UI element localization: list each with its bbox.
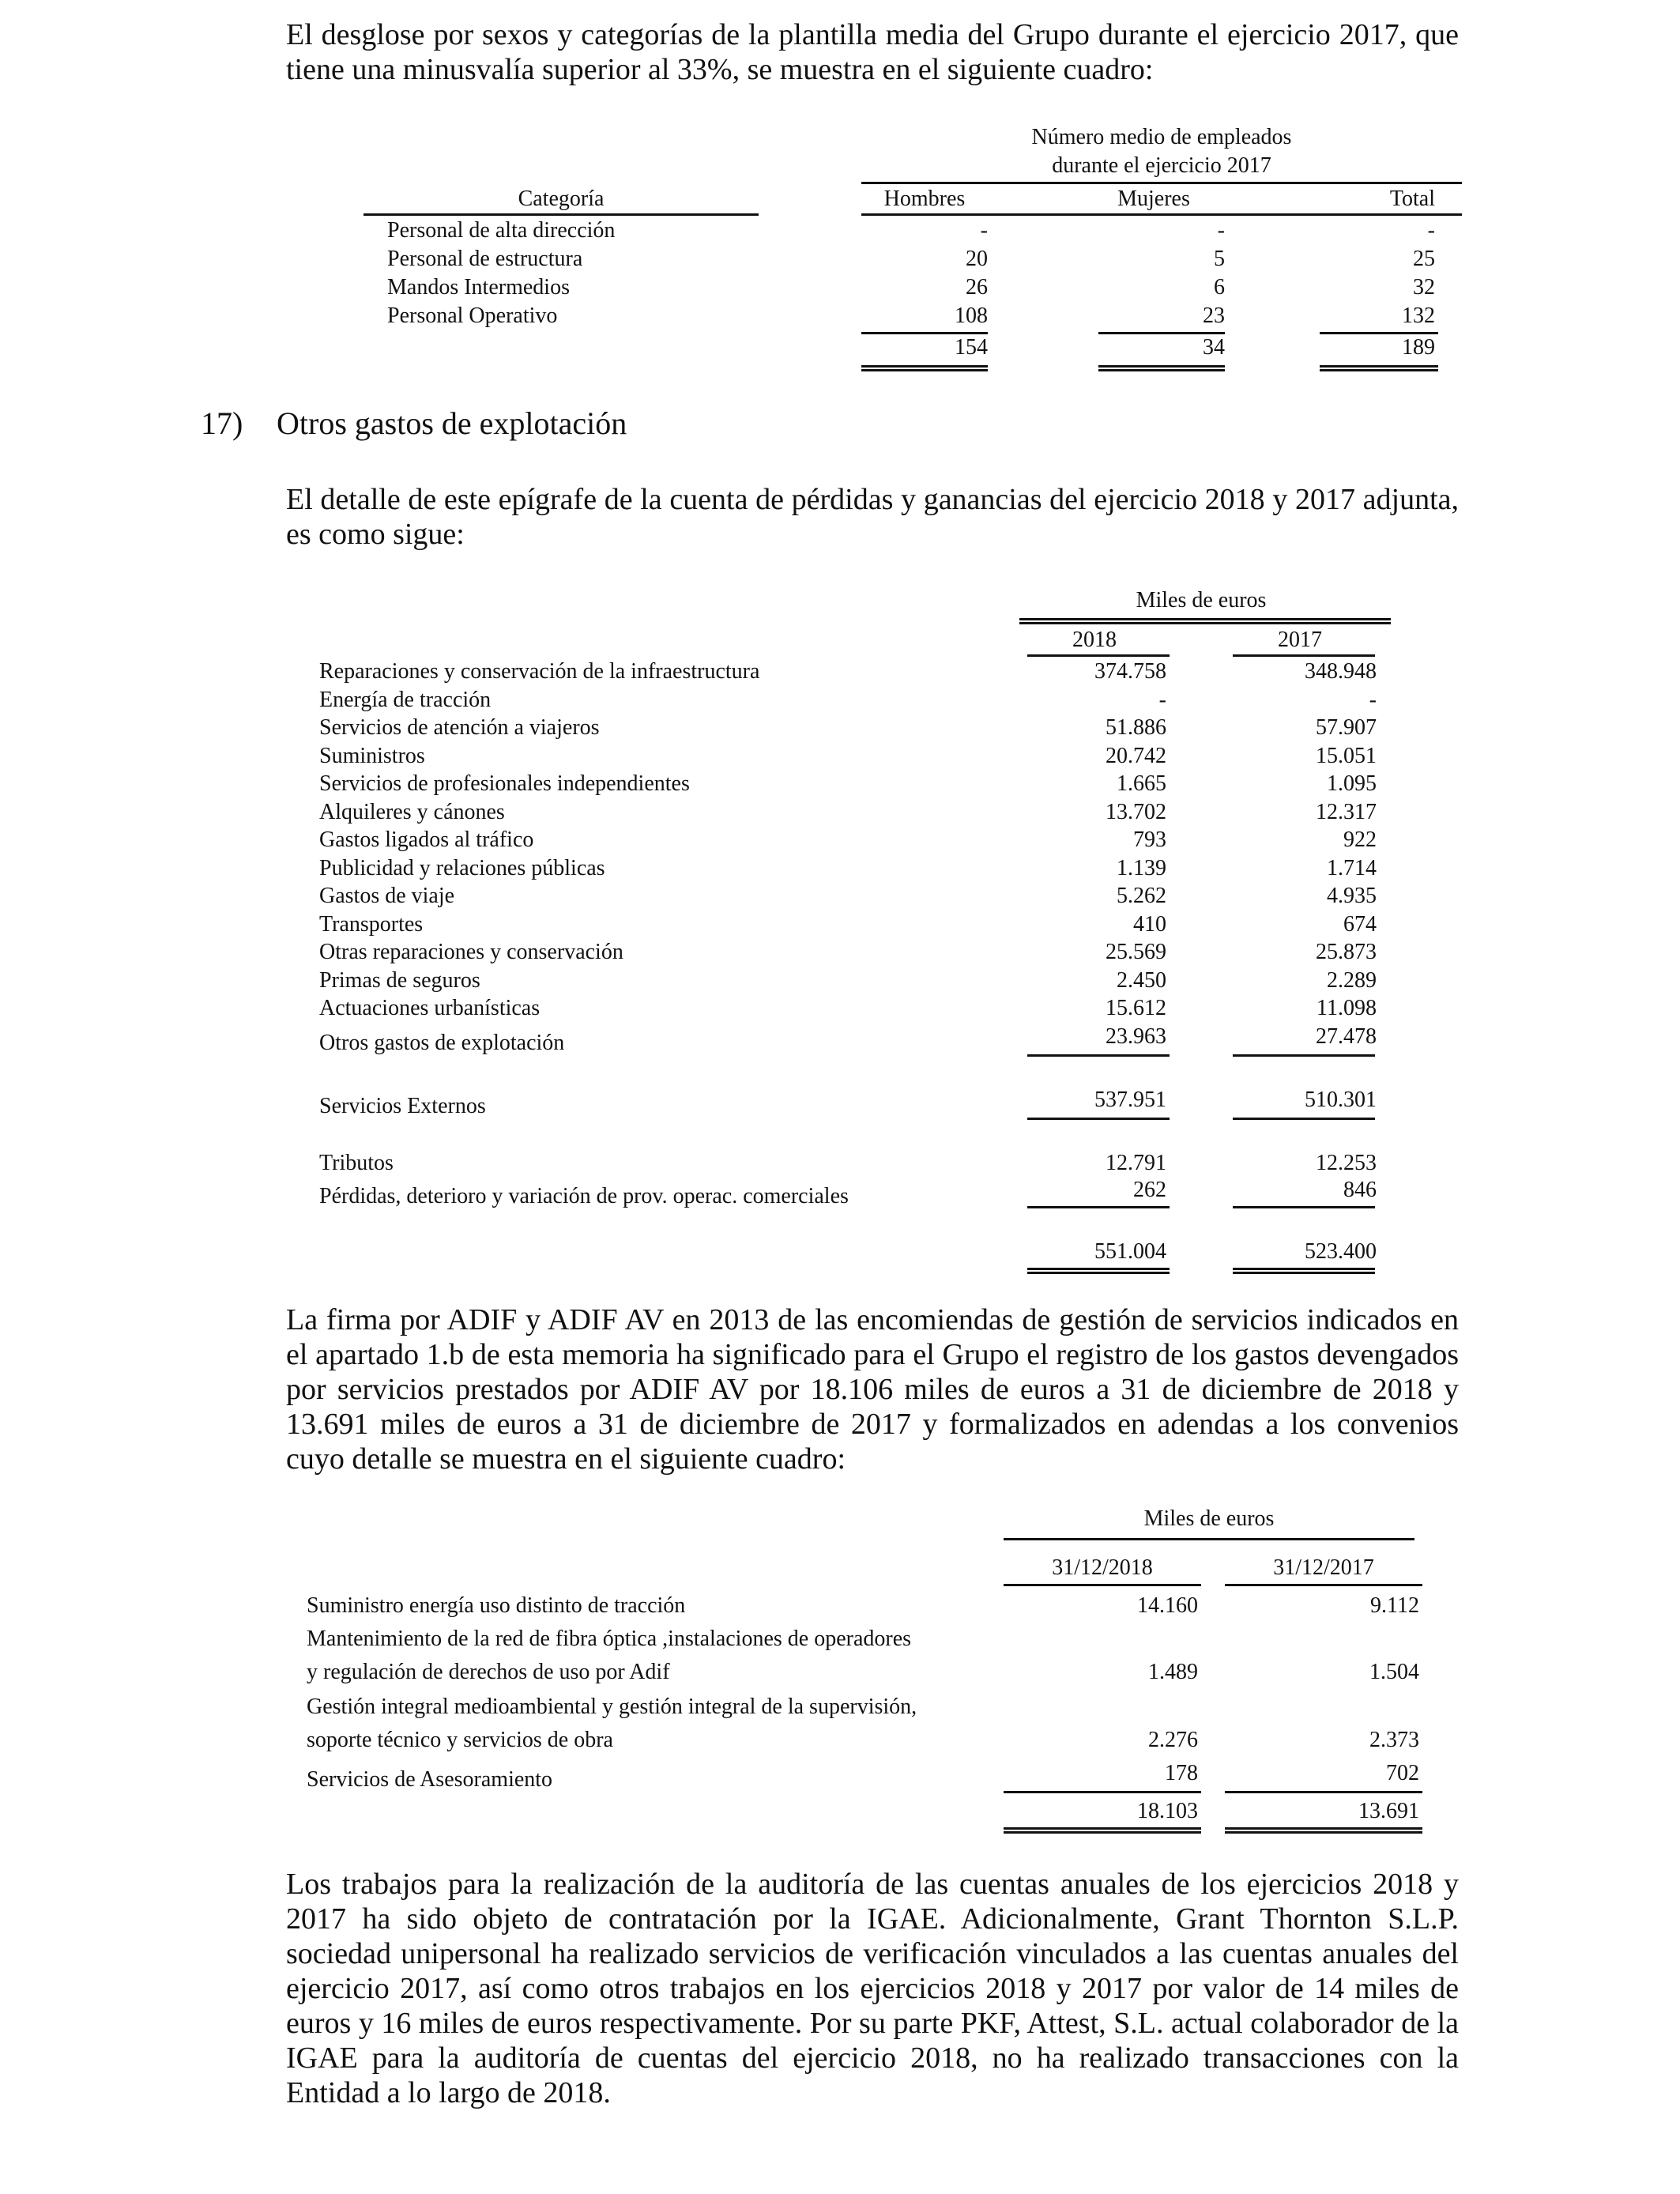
row-2017: 1.714 — [1327, 856, 1377, 880]
total-2017: 13.691 — [1358, 1799, 1419, 1823]
total-mujeres: 34 — [1203, 335, 1225, 360]
table2-year-rule — [1233, 654, 1375, 657]
encomiendas-paragraph: La firma por ADIF y ADIF AV en 2013 de las encomiendas de gestión de servicios indicados en el apartado 1.b de esta memoria ha significado para el Grupo el registro de los gastos devengados por servicios prestados por ADIF AV por 18.106 miles de euros a 31 de diciembre de 2018 y 13.691 miles de euros a 31 de diciembre de 2017 y formalizados en adendas a los convenios cuyo detalle se muestra en el siguiente cuadro: — [286, 1303, 1459, 1476]
row-label: Suministro energía uso distinto de tracción — [307, 1593, 686, 1618]
row-label: Mandos Intermedios — [387, 275, 570, 300]
table1-group-header-rule — [861, 182, 1462, 184]
table2-servicios-rule — [1027, 1118, 1170, 1120]
row-2017: 4.935 — [1327, 884, 1377, 908]
table1-subtotal-rule — [861, 332, 988, 334]
table1-col-categoria: Categoría — [518, 187, 605, 211]
row-2017: - — [1369, 688, 1377, 712]
table3-date-2018: 31/12/2018 — [1052, 1555, 1153, 1580]
row-label: Otras reparaciones y conservación — [319, 940, 623, 964]
row-mujeres: - — [1217, 218, 1225, 243]
table3-subtotal-rule — [1004, 1791, 1201, 1793]
row-2017: 11.098 — [1317, 996, 1377, 1020]
row-2018: 2.276 — [1148, 1728, 1198, 1752]
row-mujeres: 6 — [1214, 275, 1225, 300]
row-2017: 25.873 — [1316, 940, 1377, 964]
row-2017: 12.253 — [1316, 1151, 1377, 1175]
table3-date-rule — [1225, 1584, 1422, 1586]
table3-header: Miles de euros — [1143, 1506, 1275, 1531]
row-2018: 51.886 — [1106, 715, 1166, 740]
table3-total-double-rule — [1004, 1827, 1201, 1834]
row-label: Reparaciones y conservación de la infraestructura — [319, 659, 760, 684]
row-label: Personal Operativo — [387, 303, 558, 328]
row-2018: 1.489 — [1148, 1660, 1198, 1684]
row-2017: 702 — [1386, 1761, 1419, 1785]
table2-year-2018: 2018 — [1072, 628, 1117, 652]
table1-total-double-rule — [1098, 365, 1225, 371]
row-total: 25 — [1413, 247, 1435, 271]
expenses-intro-paragraph: El detalle de este epígrafe de la cuenta de pérdidas y ganancias del ejercicio 2018 y 2017 adjunta, es como sigue: — [286, 483, 1459, 551]
table3-date-rule — [1004, 1584, 1201, 1586]
table2-subtotal-rule — [1027, 1054, 1170, 1057]
row-2018: 12.791 — [1106, 1151, 1166, 1175]
table1-col-total: Total — [1389, 187, 1435, 211]
row-hombres: - — [980, 218, 988, 243]
table1-total-double-rule — [861, 365, 988, 371]
table2-total-double-rule — [1233, 1268, 1375, 1274]
row-label-line1: Gestión integral medioambiental y gestión integral de la supervisión, — [307, 1695, 917, 1719]
row-2018: - — [1158, 688, 1166, 712]
row-2017: 846 — [1343, 1178, 1377, 1202]
row-2018: 14.160 — [1137, 1593, 1198, 1618]
row-label: Personal de alta dirección — [387, 218, 616, 243]
table3-date-2017: 31/12/2017 — [1273, 1555, 1374, 1580]
row-label: Suministros — [319, 744, 425, 768]
row-label: Otros gastos de explotación — [319, 1031, 565, 1055]
row-hombres: 20 — [966, 247, 988, 271]
row-2017: 12.317 — [1316, 800, 1377, 824]
table1-total-double-rule — [1320, 365, 1438, 371]
row-label: Servicios de profesionales independientes — [319, 771, 690, 796]
row-2018: 23.963 — [1106, 1024, 1166, 1049]
table2-header-double-rule — [1019, 618, 1391, 624]
row-2017: 27.478 — [1316, 1024, 1377, 1049]
table2-perdidas-rule — [1027, 1206, 1170, 1208]
auditoria-paragraph: Los trabajos para la realización de la auditoría de las cuentas anuales de los ejercicios 2018 y 2017 ha sido objeto de contratación por la IGAE. Adicionalmente, Grant Thornton S.L.P. sociedad unipersonal ha realizado servicios de verificación vinculados a las cuentas anuales del ejercicio 2017, así como otros trabajos en los ejercicios 2018 y 2017 por valor de 14 miles de euros y 16 miles de euros respectivamente. Por su parte PKF, Attest, S.L. actual colaborador de la IGAE para la auditoría de cuentas del ejercicio 2018, no ha realizado transacciones con la Entidad a lo largo de 2018. — [286, 1868, 1459, 2109]
row-2018: 1.139 — [1117, 856, 1166, 880]
row-total: 132 — [1402, 303, 1435, 328]
row-2017: 674 — [1343, 912, 1377, 937]
table2-subtotal-rule — [1233, 1054, 1375, 1057]
row-2018: 793 — [1133, 827, 1166, 852]
table3-total-double-rule — [1225, 1827, 1422, 1834]
row-label: Publicidad y relaciones públicas — [319, 856, 605, 880]
section-title: Otros gastos de explotación — [277, 405, 627, 441]
row-2018: 178 — [1165, 1761, 1198, 1785]
table2-perdidas-rule — [1233, 1206, 1375, 1208]
row-label: Pérdidas, deterioro y variación de prov. operac. comerciales — [319, 1184, 849, 1208]
table2-header: Miles de euros — [1136, 588, 1267, 613]
row-label: Tributos — [319, 1151, 394, 1175]
row-2017: 57.907 — [1316, 715, 1377, 740]
row-2018: 20.742 — [1106, 744, 1166, 768]
row-label: Primas de seguros — [319, 968, 480, 993]
total-2018: 551.004 — [1094, 1239, 1166, 1264]
row-label-line2: soporte técnico y servicios de obra — [307, 1728, 613, 1752]
row-2018: 13.702 — [1106, 800, 1166, 824]
table1-subtotal-rule — [1098, 332, 1225, 334]
row-label: Actuaciones urbanísticas — [319, 996, 541, 1020]
row-2018: 2.450 — [1117, 968, 1166, 993]
row-2018: 5.262 — [1117, 884, 1166, 908]
row-label: Energía de tracción — [319, 688, 492, 712]
intro-paragraph: El desglose por sexos y categorías de la plantilla media del Grupo durante el ejercicio 2017, que tiene una minusvalía superior al 33%, se muestra en el siguiente cuadro: — [286, 18, 1459, 86]
table1-col-hombres: Hombres — [883, 187, 966, 211]
section-number: 17) — [201, 405, 243, 441]
section-heading — [201, 405, 627, 442]
row-label-line1: Mantenimiento de la red de fibra óptica ,instalaciones de operadores — [307, 1627, 912, 1651]
table1-categoria-rule — [363, 213, 759, 216]
row-label: Transportes — [319, 912, 424, 937]
table2-total-double-rule — [1027, 1268, 1170, 1274]
row-2018: 537.951 — [1094, 1088, 1166, 1112]
row-2017: 922 — [1343, 827, 1377, 852]
row-hombres: 108 — [955, 303, 988, 328]
row-2017: 1.504 — [1369, 1660, 1419, 1684]
row-2018: 15.612 — [1106, 996, 1166, 1020]
table2-servicios-rule — [1233, 1118, 1375, 1120]
table1-columns-rule — [861, 213, 1462, 216]
table2-year-2017: 2017 — [1278, 628, 1322, 652]
row-total: - — [1427, 218, 1435, 243]
table1-col-mujeres: Mujeres — [1117, 187, 1190, 211]
row-2017: 510.301 — [1305, 1088, 1377, 1112]
table3-subtotal-rule — [1225, 1791, 1422, 1793]
total-2017: 523.400 — [1305, 1239, 1377, 1264]
total-total: 189 — [1402, 335, 1435, 360]
row-2018: 374.758 — [1094, 659, 1166, 684]
row-label: Servicios de Asesoramiento — [307, 1767, 553, 1792]
row-2017: 1.095 — [1327, 771, 1377, 796]
row-2018: 262 — [1133, 1178, 1166, 1202]
row-2018: 25.569 — [1106, 940, 1166, 964]
row-2017: 15.051 — [1316, 744, 1377, 768]
total-2018: 18.103 — [1137, 1799, 1198, 1823]
row-2017: 2.373 — [1369, 1728, 1419, 1752]
row-2017: 2.289 — [1327, 968, 1377, 993]
row-mujeres: 23 — [1203, 303, 1225, 328]
row-label-line2: y regulación de derechos de uso por Adif — [307, 1660, 670, 1684]
table1-subtotal-rule — [1320, 332, 1438, 334]
table1-group-header-line1: Número medio de empleados — [1031, 125, 1292, 149]
row-2017: 9.112 — [1370, 1593, 1419, 1618]
row-mujeres: 5 — [1214, 247, 1225, 271]
table3-header-rule — [1004, 1538, 1414, 1540]
table1-group-header-line2: durante el ejercicio 2017 — [1052, 153, 1271, 178]
total-hombres: 154 — [955, 335, 988, 360]
row-label: Servicios Externos — [319, 1094, 486, 1118]
row-label: Alquileres y cánones — [319, 800, 505, 824]
row-label: Personal de estructura — [387, 247, 583, 271]
table2-year-rule — [1027, 654, 1170, 657]
row-2017: 348.948 — [1305, 659, 1377, 684]
row-total: 32 — [1413, 275, 1435, 300]
row-label: Servicios de atención a viajeros — [319, 715, 600, 740]
row-hombres: 26 — [966, 275, 988, 300]
row-label: Gastos de viaje — [319, 884, 455, 908]
row-2018: 410 — [1133, 912, 1166, 937]
row-label: Gastos ligados al tráfico — [319, 827, 534, 852]
row-2018: 1.665 — [1117, 771, 1166, 796]
